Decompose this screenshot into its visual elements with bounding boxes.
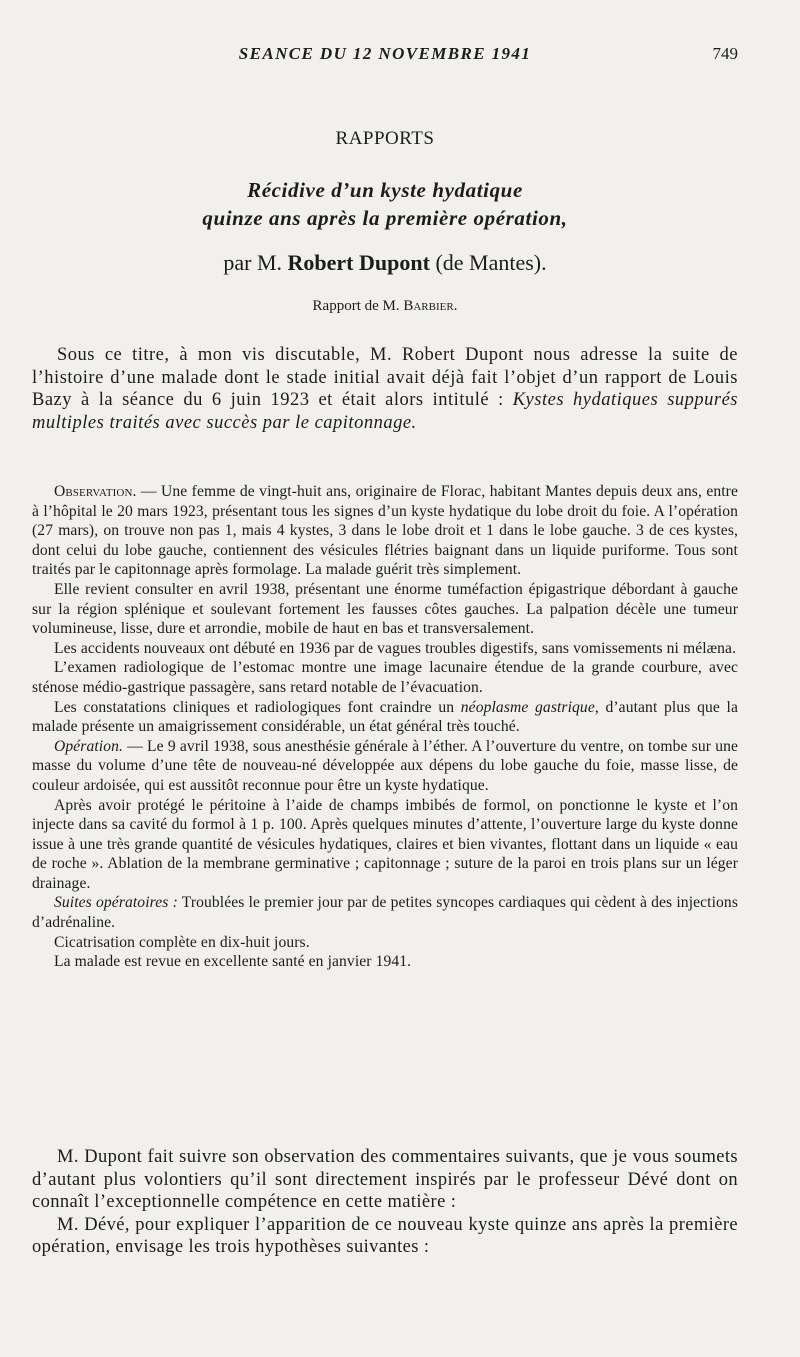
running-head: SEANCE DU 12 NOVEMBRE 1941	[238, 44, 532, 63]
observation-section	[32, 482, 738, 972]
observation-paragraph: Elle revient consulter en avril 1938, présentant une énorme tuméfaction épigastrique débordant à gauche sur la région splénique et soulevant fortement les fausses côtes gauches. La palpation décèle une tumeur volumineuse, lisse, dure et arrondie, mobile de haut en bas et transversalement.	[32, 580, 738, 638]
observation-paragraph	[32, 482, 738, 580]
article-title-line-1: Récidive d’un kyste hydatique	[247, 178, 523, 202]
closing-section	[32, 1146, 738, 1259]
section-title: RAPPORTS	[335, 128, 435, 149]
observation-paragraph: Après avoir protégé le péritoine à l’aide de champs imbibés de formol, on ponctionne le kyste et l’on injecte dans sa cavité du formol à 1 p. 100. Après quelques minutes d’attente, l’ouverture large du kyste donne issue à une très grande quantité de vésicules hydatiques, claires et bien vivantes, flottant dans un liquide « eau de roche ». Ablation de la membrane germinative ; capitonnage ; suture de la paroi en trois plans sur un léger drainage.	[32, 796, 738, 892]
report-prefix: Rapport de M.	[312, 298, 400, 314]
cited-title: Kystes hydatiques suppurés multiples traités avec succès par le capitonnage.	[32, 390, 738, 433]
article-title	[32, 176, 738, 232]
observation-paragraph: Cicatrisation complète en dix-huit jours.	[54, 933, 310, 951]
observation-paragraph	[32, 698, 738, 737]
observation-text: — Le 9 avril 1938, sous anesthésie générale à l’éther. A l’ouverture du ventre, on tombe sur une masse du volume d’une tête de nouveau-né développée aux dépens du lobe gauche du foie, masse lisse, de couleur ardoisée, qui est aussitôt reconnue pour être un kyste hydatique.	[32, 737, 739, 794]
observation-paragraph: L’examen radiologique de l’estomac montre une image lacunaire étendue de la grande courbure, avec sténose médio-gastrique passagère, sans retard notable de l’évacuation.	[32, 659, 738, 696]
page-number: 749	[712, 44, 738, 63]
article-title-line-2: quinze ans après la première opération,	[202, 206, 568, 230]
intro-paragraph	[32, 344, 738, 434]
observation-text: , d’autant plus que la malade présente un amaigrissement considérable, un état général très touché.	[32, 698, 739, 736]
byline-author: Robert Dupont	[287, 250, 430, 275]
emphasis-text: néoplasme gastrique	[460, 698, 595, 716]
observation-text: — Une femme de vingt-huit ans, originaire de Florac, habitant Mantes depuis deux ans, entre à l’hôpital le 20 mars 1923, présentant tous les signes d’un kyste hydatique du lobe droit du foie. A l’opération (27 mars), on trouve non pas 1, mais 4 kystes, 3 dans le lobe droit et 1 dans le lobe gauche. 3 de ces kystes, dont celui du lobe gauche, contiennent des vésicules flétries baignant dans un liquide puriforme. Tous sont traités par le capitonnage après formolage. La malade guérit très simplement.	[32, 483, 738, 579]
observation-paragraph: La malade est revue en excellente santé en janvier 1941.	[54, 953, 412, 971]
observation-label: Observation.	[54, 483, 137, 500]
intro-text: Sous ce titre, à mon vis discutable, M. Robert Dupont nous adresse la suite de l’histoire d’une malade dont le stade initial avait déjà fait l’objet d’un rapport de Louis Bazy à la séance du 6 juin 1923 et était alors intitulé :	[32, 345, 738, 410]
operation-label: Opération.	[54, 737, 124, 755]
observation-paragraph	[32, 737, 738, 796]
byline	[32, 250, 738, 276]
report-author: Barbier.	[403, 298, 458, 314]
closing-paragraph: M. Dévé, pour expliquer l’apparition de ce nouveau kyste quinze ans après la première opération, envisage les trois hypothèses suivantes :	[32, 1214, 738, 1257]
observation-text: Troublées le premier jour par de petites syncopes cardiaques qui cèdent à des injections d’adrénaline.	[32, 894, 738, 932]
observation-paragraph	[32, 893, 738, 932]
observation-text: Les constatations cliniques et radiologiques font craindre un	[54, 698, 455, 716]
observation-paragraph: Les accidents nouveaux ont débuté en 1936 par de vagues troubles digestifs, sans vomissements ni mélæna.	[54, 639, 737, 657]
suites-label: Suites opératoires :	[54, 894, 178, 912]
closing-paragraph: M. Dupont fait suivre son observation des commentaires suivants, que je vous soumets d’autant plus volontiers qu’il sont directement inspirés par le professeur Dévé dont on connaît l’exceptionnelle compétence en cette matière :	[32, 1147, 738, 1212]
byline-suffix: (de Mantes).	[435, 250, 547, 275]
page-header	[32, 44, 738, 68]
report-line	[32, 298, 738, 315]
byline-prefix: par M.	[223, 250, 283, 275]
